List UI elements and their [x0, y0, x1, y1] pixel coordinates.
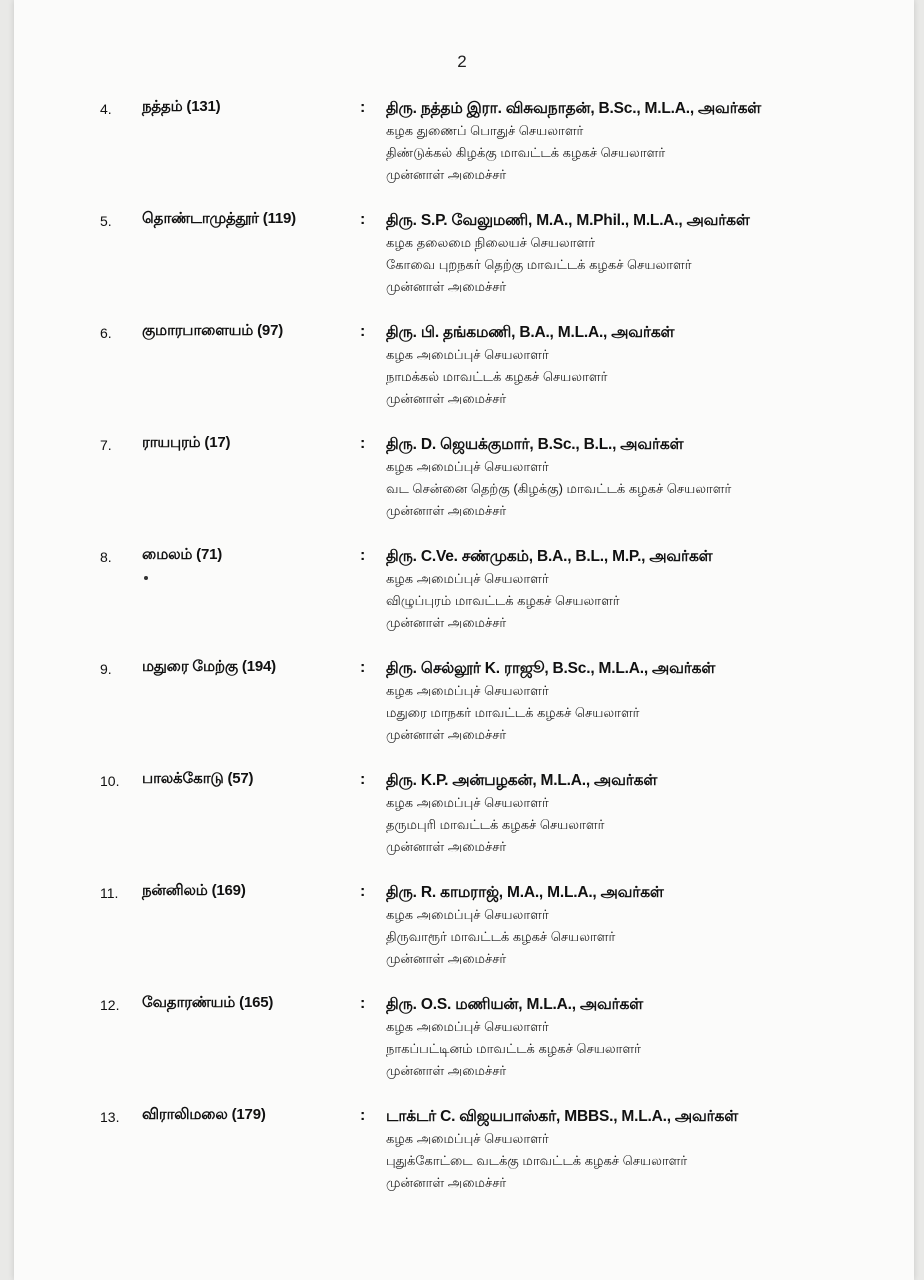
member-designation: கழக அமைப்புச் செயலாளர்	[386, 571, 549, 586]
separator-colon: :	[360, 211, 366, 228]
member-name: திரு. C.Ve. சண்முகம், B.A., B.L., M.P., அவர்கள்	[386, 548, 713, 565]
item-number: 8.	[100, 549, 112, 565]
list-item	[0, 434, 924, 546]
separator-colon: :	[360, 883, 366, 900]
separator-colon: :	[360, 1107, 366, 1124]
member-designation: கோவை புறநகர் தெற்கு மாவட்டக் கழகச் செயலாளர்	[386, 257, 692, 272]
list-item	[0, 98, 924, 210]
item-number: 5.	[100, 213, 112, 229]
separator-colon: :	[360, 771, 366, 788]
member-designation: கழக அமைப்புச் செயலாளர்	[386, 795, 549, 810]
member-details	[386, 322, 906, 410]
list-item	[0, 210, 924, 322]
constituency-name: தொண்டாமுத்தூர் (119)	[142, 210, 296, 227]
constituency-name: ராயபுரம் (17)	[142, 434, 231, 451]
member-name: திரு. D. ஜெயக்குமார், B.Sc., B.L., அவர்கள்	[386, 436, 684, 453]
member-designation: முன்னாள் அமைச்சர்	[386, 839, 507, 854]
member-details	[386, 658, 906, 746]
member-designation: நாமக்கல் மாவட்டக் கழகச் செயலாளர்	[386, 369, 608, 384]
member-designation: முன்னாள் அமைச்சர்	[386, 727, 507, 742]
member-designation: முன்னாள் அமைச்சர்	[386, 1175, 507, 1190]
member-designation: விழுப்புரம் மாவட்டக் கழகச் செயலாளர்	[386, 593, 620, 608]
separator-colon: :	[360, 995, 366, 1012]
constituency-name: விராலிமலை (179)	[142, 1106, 266, 1123]
item-number: 9.	[100, 661, 112, 677]
member-designation: முன்னாள் அமைச்சர்	[386, 503, 507, 518]
member-name: திரு. S.P. வேலுமணி, M.A., M.Phil., M.L.A., அவர்கள்	[386, 212, 750, 229]
member-details	[386, 1106, 906, 1194]
member-details	[386, 98, 906, 186]
list-item	[0, 546, 924, 658]
item-number: 10.	[100, 773, 120, 789]
member-designation: கழக அமைப்புச் செயலாளர்	[386, 907, 549, 922]
member-designation: கழக துணைப் பொதுச் செயலாளர்	[386, 123, 584, 138]
list-item	[0, 658, 924, 770]
member-details	[386, 546, 906, 634]
list-item	[0, 770, 924, 882]
member-designation: திண்டுக்கல் கிழக்கு மாவட்டக் கழகச் செயலாளர்	[386, 145, 666, 160]
member-designation: வட சென்னை தெற்கு (கிழக்கு) மாவட்டக் கழகச் செயலாளர்	[386, 481, 732, 496]
constituency-name: வேதாரண்யம் (165)	[142, 994, 274, 1011]
member-details	[386, 210, 906, 298]
separator-colon: :	[360, 659, 366, 676]
list-item	[0, 322, 924, 434]
item-number: 6.	[100, 325, 112, 341]
member-name: திரு. செல்லூர் K. ராஜூ, B.Sc., M.L.A., அவர்கள்	[386, 660, 716, 677]
member-designation: கழக அமைப்புச் செயலாளர்	[386, 1131, 549, 1146]
member-designation: முன்னாள் அமைச்சர்	[386, 279, 507, 294]
member-designation: தருமபுரி மாவட்டக் கழகச் செயலாளர்	[386, 817, 605, 832]
list-item	[0, 882, 924, 994]
member-designation: நாகப்பட்டினம் மாவட்டக் கழகச் செயலாளர்	[386, 1041, 641, 1056]
member-designation: மதுரை மாநகர் மாவட்டக் கழகச் செயலாளர்	[386, 705, 640, 720]
constituency-name: நன்னிலம் (169)	[142, 882, 246, 899]
item-number: 13.	[100, 1109, 120, 1125]
member-details	[386, 434, 906, 522]
member-designation: திருவாரூர் மாவட்டக் கழகச் செயலாளர்	[386, 929, 616, 944]
member-designation: முன்னாள் அமைச்சர்	[386, 951, 507, 966]
member-designation: கழக அமைப்புச் செயலாளர்	[386, 1019, 549, 1034]
member-name: திரு. பி. தங்கமணி, B.A., M.L.A., அவர்கள்	[386, 324, 675, 341]
list-item	[0, 994, 924, 1106]
member-designation: கழக அமைப்புச் செயலாளர்	[386, 683, 549, 698]
member-name: திரு. நத்தம் இரா. விசுவநாதன், B.Sc., M.L.A., அவர்கள்	[386, 100, 762, 117]
member-designation: முன்னாள் அமைச்சர்	[386, 615, 507, 630]
member-name: டாக்டர் C. விஜயபாஸ்கர், MBBS., M.L.A., அவர்கள்	[386, 1108, 738, 1125]
member-details	[386, 994, 906, 1082]
member-designation: முன்னாள் அமைச்சர்	[386, 391, 507, 406]
member-name: திரு. O.S. மணியன், M.L.A., அவர்கள்	[386, 996, 644, 1013]
item-number: 11.	[100, 885, 119, 901]
constituency-name: குமாரபாளையம் (97)	[142, 322, 284, 339]
constituency-name: மைலம் (71)	[142, 546, 223, 563]
page-number: 2	[457, 52, 467, 71]
member-designation: கழக அமைப்புச் செயலாளர்	[386, 459, 549, 474]
constituency-name: நத்தம் (131)	[142, 98, 221, 115]
member-name: திரு. K.P. அன்பழகன், M.L.A., அவர்கள்	[386, 772, 658, 789]
separator-colon: :	[360, 547, 366, 564]
member-designation: கழக அமைப்புச் செயலாளர்	[386, 347, 549, 362]
member-designation: புதுக்கோட்டை வடக்கு மாவட்டக் கழகச் செயலாளர்	[386, 1153, 688, 1168]
item-number: 12.	[100, 997, 120, 1013]
item-number: 7.	[100, 437, 112, 453]
separator-colon: :	[360, 323, 366, 340]
member-list	[0, 98, 924, 1218]
constituency-name: மதுரை மேற்கு (194)	[142, 658, 276, 675]
member-details	[386, 882, 906, 970]
constituency-name: பாலக்கோடு (57)	[142, 770, 254, 787]
member-designation: கழக தலைமை நிலையச் செயலாளர்	[386, 235, 596, 250]
item-number: 4.	[100, 101, 112, 117]
member-designation: முன்னாள் அமைச்சர்	[386, 1063, 507, 1078]
member-designation: முன்னாள் அமைச்சர்	[386, 167, 507, 182]
member-name: திரு. R. காமராஜ், M.A., M.L.A., அவர்கள்	[386, 884, 664, 901]
member-details	[386, 770, 906, 858]
separator-colon: :	[360, 435, 366, 452]
separator-colon: :	[360, 99, 366, 116]
list-item	[0, 1106, 924, 1218]
